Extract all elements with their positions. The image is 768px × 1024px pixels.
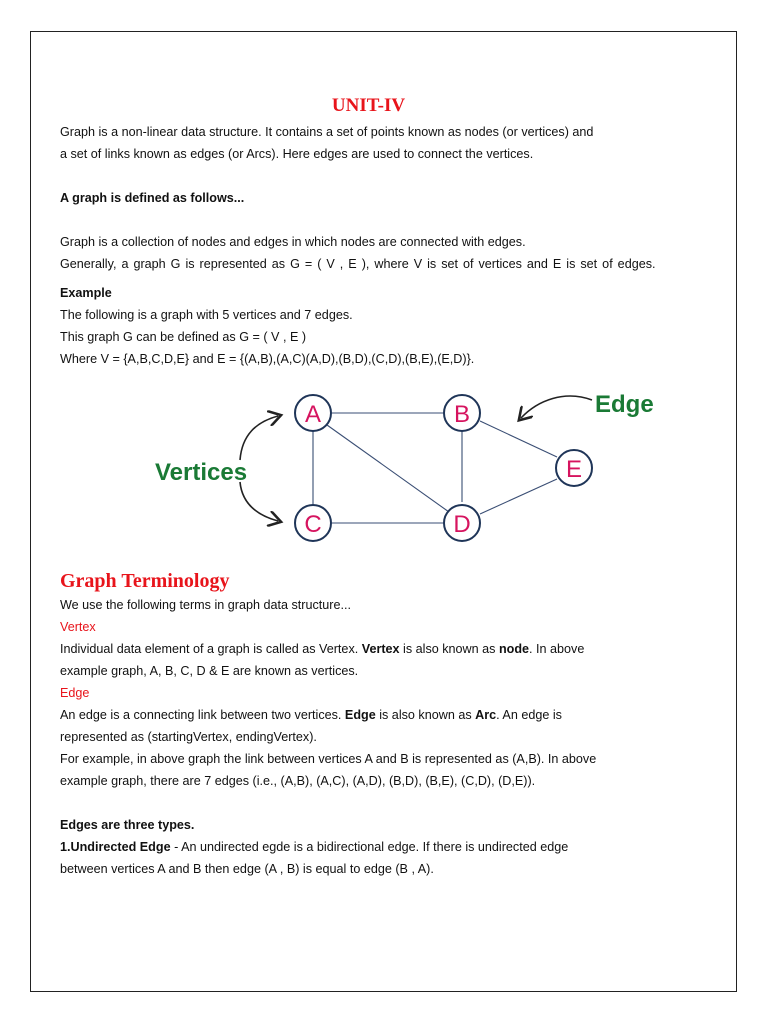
node-d-label: D xyxy=(453,511,471,538)
edge-types-heading: Edges are three types. xyxy=(60,818,195,832)
document-body xyxy=(60,95,677,880)
terminology-intro: We use the following terms in graph data structure... xyxy=(60,598,351,612)
arrow-to-c xyxy=(240,482,278,521)
intro-line-1: Graph is a non-linear data structure. It contains a set of points known as nodes (or vertices) and xyxy=(60,125,594,139)
node-e-label: E xyxy=(565,456,583,483)
undirected-line-1: 1.Undirected Edge - An undirected egde is a bidirectional edge. If there is undirected edge xyxy=(60,840,569,854)
example-line-2: This graph G can be defined as G = ( V , E ) xyxy=(60,330,307,344)
example-line-1: The following is a graph with 5 vertices and 7 edges. xyxy=(60,308,353,322)
arrow-to-a xyxy=(240,416,278,460)
edge-label: Edge xyxy=(595,391,654,418)
example-heading: Example xyxy=(60,286,112,300)
intro-line-2: a set of links known as edges (or Arcs). Here edges are used to connect the vertices. xyxy=(60,147,534,161)
page-title: UNIT-IV xyxy=(331,95,406,116)
edge-b-e xyxy=(480,421,557,457)
vertex-line-1: Individual data element of a graph is called as Vertex. Vertex is also known as node. In above xyxy=(60,642,585,656)
terminology-heading: Graph Terminology xyxy=(60,570,230,592)
node-a-label: A xyxy=(304,401,322,428)
definition-heading: A graph is defined as follows... xyxy=(60,191,245,205)
example-line-3: Where V = {A,B,C,D,E} and E = {(A,B),(A,C)(A,D),(B,D),(C,D),(B,E),(E,D)}. xyxy=(60,352,475,366)
edge-line-4: example graph, there are 7 edges (i.e., (A,B), (A,C), (A,D), (B,D), (B,E), (C,D), (D,E)). xyxy=(60,774,536,788)
definition-line-1: Graph is a collection of nodes and edges in which nodes are connected with edges. xyxy=(60,235,526,249)
edge-term-label: Edge xyxy=(60,686,90,700)
edge-line-3: For example, in above graph the link between vertices A and B is represented as (A,B). In above xyxy=(60,752,597,766)
edge-d-e xyxy=(480,479,557,514)
node-c-label: C xyxy=(304,511,322,538)
graph-diagram xyxy=(60,370,677,568)
edge-a-d xyxy=(327,425,449,512)
node-b-label: B xyxy=(453,401,471,428)
definition-line-2: Generally, a graph G is represented as G = ( V , E ), where V is set of vertices and E is set of edges. xyxy=(60,257,656,271)
vertex-label: Vertex xyxy=(60,620,96,634)
undirected-line-2: between vertices A and B then edge (A , B) is equal to edge (B , A). xyxy=(60,862,434,876)
vertex-line-2: example graph, A, B, C, D & E are known as vertices. xyxy=(60,664,359,678)
edge-line-1: An edge is a connecting link between two vertices. Edge is also known as Arc. An edge is xyxy=(60,708,562,722)
vertices-label: Vertices xyxy=(155,459,248,486)
edge-line-2: represented as (startingVertex, endingVertex). xyxy=(60,730,317,744)
arrow-to-edge xyxy=(521,396,592,418)
